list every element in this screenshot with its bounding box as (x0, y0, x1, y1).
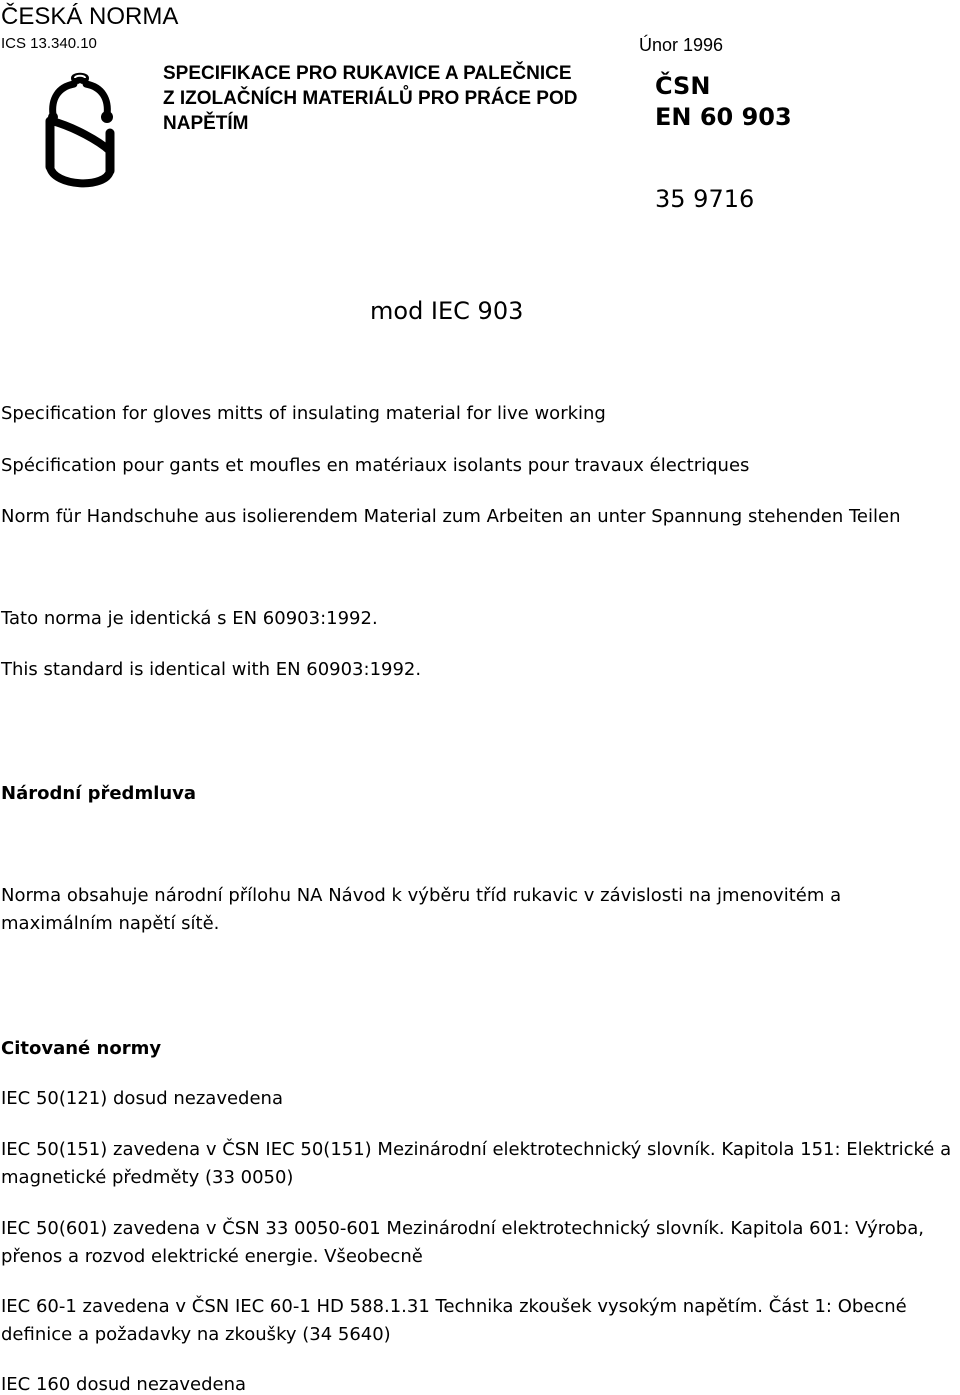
title-line: SPECIFIKACE PRO RUKAVICE A PALEČNICE (163, 63, 572, 84)
cited-standard-item: IEC 50(151) zavedena v ČSN IEC 50(151) Mezinárodní elektrotechnický slovník. Kapitola 151: Elektrické a magnetické předměty (33 0050) (1, 1139, 952, 1188)
issue-date: Únor 1996 (639, 35, 724, 55)
cited-standard-item: IEC 50(121) dosud nezavedena (1, 1088, 283, 1109)
foreword-text: Norma obsahuje národní přílohu NA Návod k výběru tříd rukavic v závislosti na jmenovitém a maximálním napětí sítě. (1, 885, 842, 934)
title-german: Norm für Handschuhe aus isolierendem Material zum Arbeiten an unter Spannung stehenden Teilen (1, 506, 901, 527)
title-english: Specification for gloves mitts of insulating material for live working (1, 403, 606, 424)
csn-logo-icon (44, 71, 116, 195)
modification-reference: mod IEC 903 (370, 297, 524, 325)
cited-standards-heading: Citované normy (1, 1038, 162, 1059)
cited-standard-item: IEC 60-1 zavedena v ČSN IEC 60-1 HD 588.1.31 Technika zkoušek vysokým napětím. Část 1: Obecné definice a požadavky na zkoušky (34 5640) (1, 1296, 907, 1345)
ics-code: ICS 13.340.10 (1, 35, 97, 52)
standard-number: EN 60 903 (655, 103, 792, 131)
csn-label: ČSN (655, 72, 711, 100)
cited-standard-item: IEC 50(601) zavedena v ČSN 33 0050-601 Mezinárodní elektrotechnický slovník. Kapitola 601: Výroba, přenos a rozvod elektrické energie. Všeobecně (1, 1218, 924, 1267)
classification-number: 35 9716 (655, 185, 755, 213)
cited-standard-item: IEC 160 dosud nezavedena (1, 1374, 247, 1395)
identity-statement-cs: Tato norma je identická s EN 60903:1992. (1, 608, 378, 629)
norm-type-label: ČESKÁ NORMA (1, 3, 179, 30)
title-line: Z IZOLAČNÍCH MATERIÁLŮ PRO PRÁCE POD (163, 88, 578, 109)
title-line: NAPĚTÍM (163, 113, 249, 134)
document-title (163, 61, 577, 136)
title-french: Spécification pour gants et moufles en matériaux isolants pour travaux électriques (1, 455, 750, 476)
foreword-heading: Národní předmluva (1, 783, 197, 804)
identity-statement-en: This standard is identical with EN 60903:1992. (1, 659, 422, 680)
